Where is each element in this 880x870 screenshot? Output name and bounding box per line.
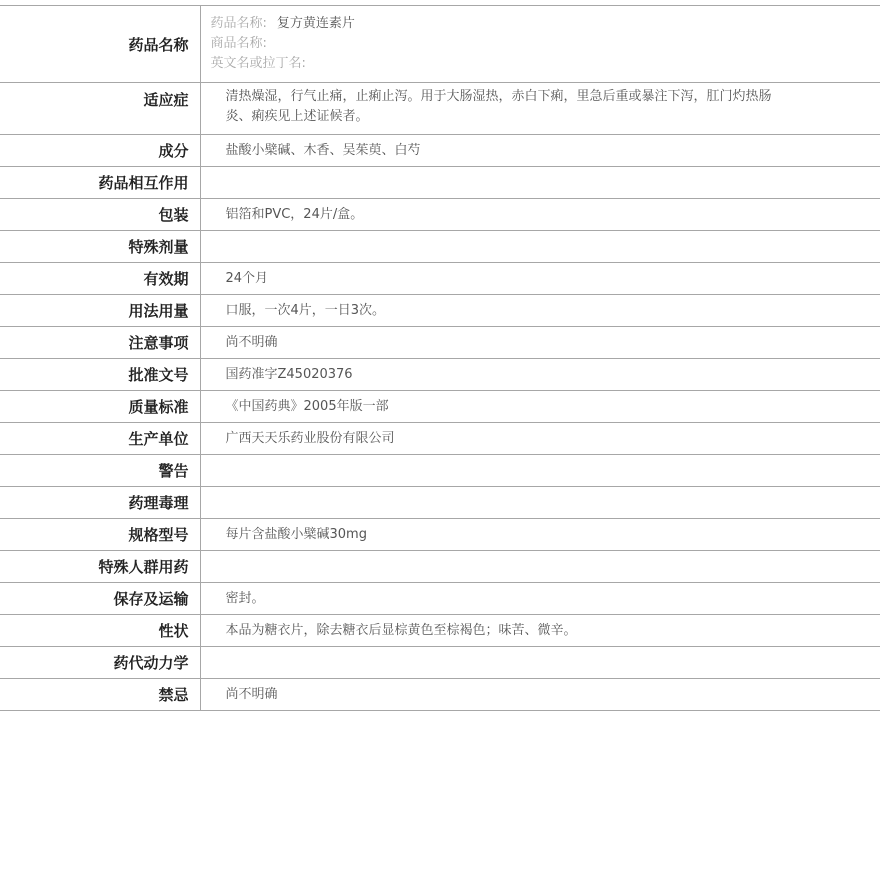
row-label: 适应症 (0, 83, 200, 135)
row-label: 药品名称 (0, 6, 200, 83)
row-label: 性状 (0, 615, 200, 647)
row-value: 口服，一次4片，一日3次。 (200, 295, 880, 327)
row-ingredients (0, 135, 880, 167)
row-label: 用法用量 (0, 295, 200, 327)
row-value (200, 231, 880, 263)
row-value: 每片含盐酸小檗碱30mg (200, 519, 880, 551)
drug-spec-table (0, 5, 880, 711)
row-indications (0, 83, 880, 135)
row-label: 药品相互作用 (0, 167, 200, 199)
row-label: 包装 (0, 199, 200, 231)
english-name-line (211, 54, 871, 74)
row-label: 警告 (0, 455, 200, 487)
row-warning (0, 455, 880, 487)
row-value: 《中国药典》2005年版一部 (200, 391, 880, 423)
row-approval-number (0, 359, 880, 391)
row-specification (0, 519, 880, 551)
row-label: 规格型号 (0, 519, 200, 551)
generic-name-value: 复方黄连素片 (276, 16, 355, 31)
row-storage-transport (0, 583, 880, 615)
row-value (200, 487, 880, 519)
row-value: 清热燥湿，行气止痛，止痢止泻。用于大肠湿热，赤白下痢，里急后重或暴注下泻，肛门灼热肠炎、痢疾见上述证候者。 (200, 83, 880, 135)
row-value: 24个月 (200, 263, 880, 295)
row-label: 有效期 (0, 263, 200, 295)
row-value: 密封。 (200, 583, 880, 615)
row-interactions (0, 167, 880, 199)
row-value: 国药准字Z45020376 (200, 359, 880, 391)
row-label: 特殊剂量 (0, 231, 200, 263)
row-value: 尚不明确 (200, 679, 880, 711)
row-packaging (0, 199, 880, 231)
row-special-dosage (0, 231, 880, 263)
row-drug-name (0, 6, 880, 83)
row-pharmacokinetics (0, 647, 880, 679)
row-value (200, 551, 880, 583)
english-name-key: 英文名或拉丁名: (210, 56, 306, 71)
row-label: 质量标准 (0, 391, 200, 423)
row-value: 尚不明确 (200, 327, 880, 359)
row-label: 保存及运输 (0, 583, 200, 615)
row-value: 铝箔和PVC，24片/盒。 (200, 199, 880, 231)
row-value: 盐酸小檗碱、木香、吴茱萸、白芍 (200, 135, 880, 167)
row-special-populations (0, 551, 880, 583)
row-label: 注意事项 (0, 327, 200, 359)
row-manufacturer (0, 423, 880, 455)
row-value (200, 647, 880, 679)
row-value (200, 167, 880, 199)
row-precautions (0, 327, 880, 359)
drug-name-block (200, 6, 880, 83)
row-label: 成分 (0, 135, 200, 167)
trade-name-line (211, 34, 871, 54)
row-quality-standard (0, 391, 880, 423)
row-label: 药理毒理 (0, 487, 200, 519)
row-value (200, 455, 880, 487)
row-label: 生产单位 (0, 423, 200, 455)
row-description (0, 615, 880, 647)
trade-name-key: 商品名称: (210, 36, 267, 51)
row-contraindications (0, 679, 880, 711)
generic-name-key: 药品名称: (210, 16, 267, 31)
row-shelf-life (0, 263, 880, 295)
row-label: 禁忌 (0, 679, 200, 711)
row-label: 特殊人群用药 (0, 551, 200, 583)
row-pharmacology-toxicology (0, 487, 880, 519)
row-usage-dosage (0, 295, 880, 327)
row-value: 本品为糖衣片，除去糖衣后显棕黄色至棕褐色；味苦、微辛。 (200, 615, 880, 647)
row-value: 广西天天乐药业股份有限公司 (200, 423, 880, 455)
row-label: 药代动力学 (0, 647, 200, 679)
row-label: 批准文号 (0, 359, 200, 391)
generic-name-line (211, 14, 871, 34)
